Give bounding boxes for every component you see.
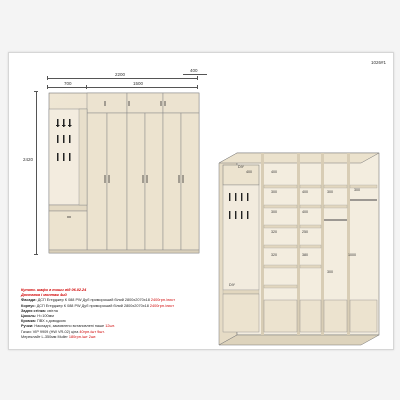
top-dim-line-outer	[47, 78, 197, 79]
iso-bottom-box-1	[264, 300, 297, 332]
dim-top-right: 400	[190, 68, 198, 73]
dim-tick	[47, 76, 48, 80]
spec-hooks-price: 40грн./шт 9шт.	[79, 329, 105, 334]
spec-hinges	[21, 335, 221, 340]
hanger-bench	[49, 205, 87, 211]
iso-label-15: DIY	[238, 165, 244, 169]
iso-divider-2	[297, 153, 300, 335]
door-1	[87, 113, 107, 250]
iso-label-11: 300	[354, 188, 360, 192]
spec-handles-text: Накладні, замовлено встановлені наше	[33, 324, 106, 329]
iso-divider-3	[321, 153, 324, 335]
iso-label-16: DIY	[229, 283, 235, 287]
iso-bench	[223, 294, 259, 332]
spec-back-label: Задня стінка:	[21, 308, 47, 313]
door-3	[127, 113, 145, 250]
iso-label-8: 250	[302, 230, 308, 234]
dim-tick	[197, 76, 198, 80]
spec-back-text: світла	[46, 308, 58, 313]
dim-top-left: 700	[64, 81, 72, 86]
iso-divider-1	[261, 153, 264, 335]
iso-label-13: 380	[302, 253, 308, 257]
mezzanine-right	[163, 93, 199, 113]
iso-label-3: 300	[271, 190, 277, 194]
spec-note-1: Купить шафи в тиши від 06.02.24	[21, 288, 87, 292]
document-sheet	[8, 52, 394, 350]
iso-label-4: 300	[271, 210, 277, 214]
iso-label-2: 400	[271, 170, 277, 174]
dim-top-middle: 1500	[133, 81, 144, 86]
spec-handles-price: 12шт.	[105, 324, 115, 329]
spec-edge-text: ПВХ з доводкою	[36, 319, 66, 324]
door-5	[163, 113, 181, 250]
mezzanine-mid	[127, 93, 163, 113]
spec-plinth-label: Цоколь:	[21, 314, 37, 319]
iso-bottom-box-4	[350, 300, 377, 332]
iso-bottom	[219, 335, 379, 345]
iso-label-10: 300	[327, 270, 333, 274]
iso-bottom-box-3	[324, 300, 347, 332]
spec-body-price: 2400грн./лист	[149, 303, 175, 308]
dim-top-total: 2200	[115, 72, 126, 77]
document-code: 1026#1	[370, 60, 386, 65]
dim-tick	[34, 254, 38, 255]
iso-label-9: 300	[327, 190, 333, 194]
plinth	[49, 250, 199, 253]
iso-open-view-drawing	[209, 145, 389, 350]
spec-facade-label: Фасади:	[21, 298, 37, 303]
iso-label-6: 400	[302, 190, 308, 194]
spec-body-label: Корпус:	[21, 303, 36, 308]
door-4	[145, 113, 163, 250]
dim-tick	[34, 91, 38, 92]
front-view-drawing	[39, 87, 204, 262]
door-2	[107, 113, 127, 250]
height-dim-line	[36, 91, 37, 254]
spec-body-text: ДСП Егерджер К 088 PW Дуб приморський білий 2800x2070x18	[35, 303, 150, 308]
spec-edge-label: Кромка:	[21, 319, 36, 324]
mezzanine-left	[87, 93, 127, 113]
spec-plinth-text: Н=100мм	[36, 314, 54, 319]
door-6	[181, 113, 199, 250]
iso-label-7: 400	[302, 210, 308, 214]
iso-label-12: 320	[271, 253, 277, 257]
spec-hinges-price: 180грн./шт 2шт.	[68, 334, 97, 339]
dim-height: 2420	[23, 157, 34, 162]
hooks-group	[56, 119, 72, 161]
spec-facade-price: 2400грн./лист	[150, 298, 176, 303]
iso-divider-4	[347, 153, 350, 335]
top-dim-line-right	[183, 74, 207, 75]
iso-bottom-box-2	[300, 300, 321, 332]
spec-block	[21, 288, 221, 340]
iso-label-1: 400	[246, 170, 252, 174]
spec-note-2: Доставка і монтаж 4ий	[21, 293, 67, 298]
spec-handles-label: Ручки:	[21, 324, 34, 329]
iso-label-14: 1000	[348, 253, 356, 257]
spec-facade-text: ДСП Егерджер К 088 PW Дуб приморський білий 2800x2070x18	[36, 298, 151, 303]
spec-hooks-text: Гачки: VIP 9909 (HW VR-02) ціна	[21, 329, 80, 334]
iso-label-5: 320	[271, 230, 277, 234]
spec-hinges-text: Мереклайт L-350мм Muller	[21, 334, 69, 339]
side-column	[79, 109, 87, 205]
